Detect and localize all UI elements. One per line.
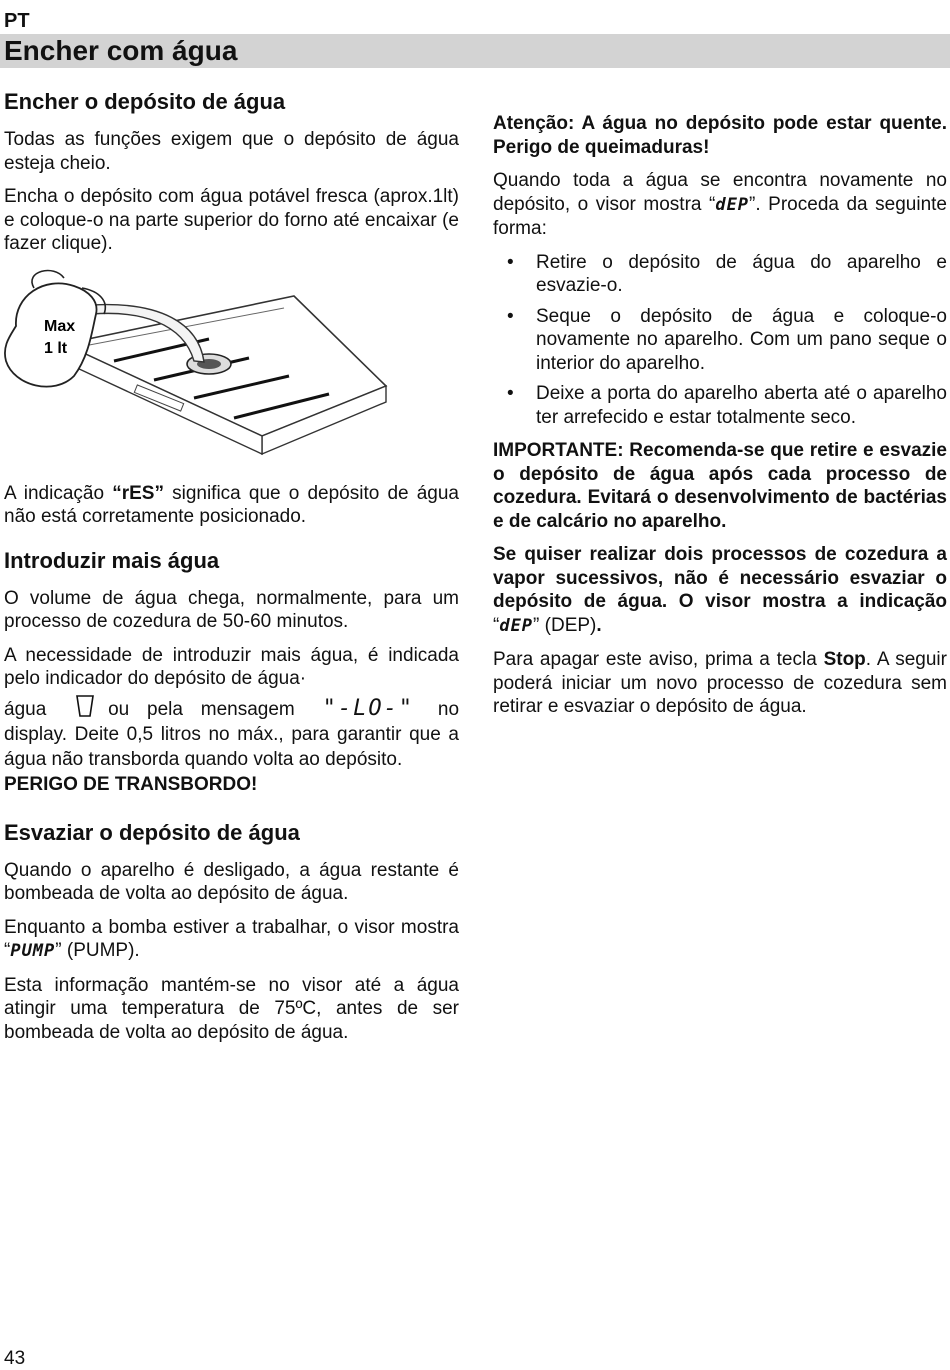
bullet-icon: • (507, 251, 514, 273)
attention-note: Atenção: A água no depósito pode estar quente. Perigo de queimaduras! (493, 113, 947, 158)
text: . (596, 614, 602, 636)
text: significa que o depósito de água não está corretamente posicionado. (4, 482, 459, 527)
paragraph (493, 543, 947, 638)
section-heading-fill: Encher o depósito de água (4, 89, 286, 114)
paragraph: Todas as funções exigem que o depósito de água esteja cheio. (4, 129, 459, 174)
display-code-res: “rES” (112, 482, 164, 504)
text: ”. Proceda da seguinte forma: (493, 193, 947, 239)
display-code-dep: dEP (715, 194, 750, 215)
paragraph (493, 169, 947, 241)
text: Quando toda a água se encontra novamente no depósito, o visor mostra “ (493, 170, 947, 215)
water-tank-icon (76, 695, 94, 717)
paragraph: Esta informação mantém-se no visor até a água atingir uma temperatura de 75ºC, antes de ser bombeada de volta ao depósito de água. (4, 974, 459, 1043)
text: ” (PUMP). (55, 940, 140, 961)
paragraph: Encha o depósito com água potável fresca (aprox.1lt) e coloque-o na parte superior do forno até encaixar (e fazer clique). (4, 186, 459, 254)
steps-list (493, 251, 947, 430)
paragraph (4, 695, 459, 797)
text: Se quiser realizar dois processos de cozedura a vapor sucessivos, não é necessário esvaziar o depósito de água. O visor mostra a indicação (493, 544, 947, 612)
text: água (4, 698, 47, 720)
paragraph: Quando o aparelho é desligado, a água restante é bombeada de volta ao depósito de água. (4, 859, 459, 904)
text: no display. Deite 0,5 litros no máx., para garantir que a água não transborda quando volta ao depósito. (4, 698, 460, 770)
text: Para apagar este aviso, prima a tecla (493, 649, 824, 670)
important-note: IMPORTANTE: Recomenda-se que retire e esvazie o depósito de água após cada processo de cozedura. Evitará o desenvolvimento de bactérias e de calcário no aparelho. (493, 440, 947, 532)
text: A indicação (4, 482, 113, 504)
paragraph (4, 482, 459, 529)
text: . A seguir poderá iniciar um novo processo de cozedura sem retirar e esvaziar o depósito de água. (493, 649, 947, 717)
stop-key-label: Stop (823, 649, 866, 670)
page-number: 43 (4, 1348, 26, 1369)
paragraph (493, 648, 947, 719)
display-code-pump: PUMP (10, 941, 56, 961)
text: ou pela mensagem (108, 698, 295, 720)
paragraph (4, 916, 459, 964)
list-item: • Deixe a porta do aparelho aberta até o aparelho ter arrefecido e estar totalmente seco. (507, 383, 947, 428)
display-code-dep: dEP (499, 615, 534, 636)
list-item: • Retire o depósito de água do aparelho e esvazie-o. (507, 251, 947, 296)
left-column (4, 88, 459, 1054)
list-item: • Seque o depósito de água e coloque-o novamente no aparelho. Com um pano seque o interior do aparelho. (507, 305, 947, 374)
jug-label-volume: 1 lt (44, 339, 68, 357)
section-heading-add: Introduzir mais água (4, 547, 220, 573)
bullet-icon: • (507, 383, 514, 404)
overflow-warning: PERIGO DE TRANSBORDO! (4, 773, 258, 795)
page-title: Encher com água (0, 34, 950, 68)
section-heading-empty: Esvaziar o depósito de água (4, 819, 300, 845)
bullet-icon: • (507, 305, 514, 327)
right-column (493, 112, 947, 729)
paragraph: O volume de água chega, normalmente, para um processo de cozedura de 50-60 minutos. (4, 587, 459, 632)
text: Enquanto a bomba estiver a trabalhar, o visor mostra “ (4, 916, 459, 961)
jug-label-max: Max (44, 317, 76, 335)
text: ” (DEP) (533, 614, 597, 636)
text: “ (493, 614, 500, 636)
language-code: PT (4, 10, 30, 32)
water-tank-illustration (4, 266, 389, 476)
display-code-lo: "-LO-" (322, 695, 415, 721)
paragraph: A necessidade de introduzir mais água, é indicada pelo indicador do depósito de água· (4, 644, 459, 689)
